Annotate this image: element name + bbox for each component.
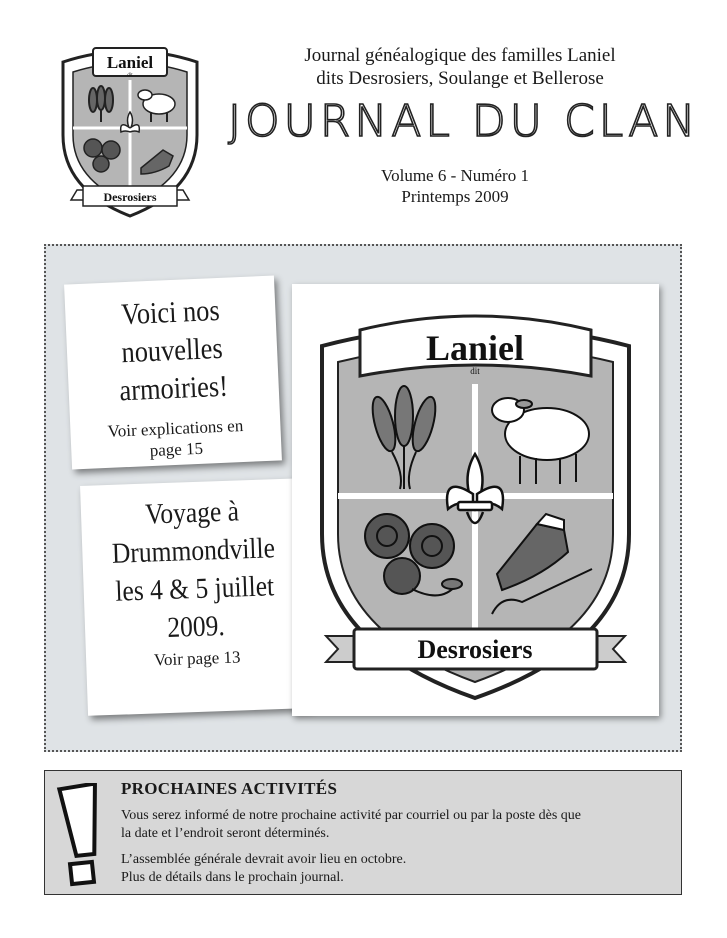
voyage-card [80, 478, 310, 716]
journal-title: JOURNAL DU CLAN [228, 96, 700, 147]
armoiries-card [64, 276, 282, 470]
subtitle-line-2: dits Desrosiers, Soulange et Bellerose [316, 68, 604, 89]
journal-subtitle [250, 44, 670, 90]
coat-of-arms [292, 284, 659, 716]
activities-title: PROCHAINES ACTIVITÉS [121, 779, 338, 798]
activities-box [44, 770, 682, 895]
exclamation-icon [55, 783, 111, 888]
small-crest-top-name: Laniel [106, 53, 154, 72]
small-crest-logo [55, 40, 205, 220]
armoiries-reference: Voir explications en page 15 [107, 415, 244, 461]
small-crest-bottom-name: Desrosiers [103, 190, 157, 204]
coat-of-arms-card [292, 284, 659, 716]
activities-paragraph-2: L’assemblée générale devrait avoir lieu en octobre. Plus de détails dans le prochain journal. [121, 852, 407, 885]
crest-dit: dit [470, 366, 480, 376]
activities-paragraph-1: Vous serez informé de notre prochaine activité par courriel ou par la poste dès que la date et l’endroit seront déterminés. [121, 808, 582, 841]
voyage-reference: Voir page 13 [153, 647, 241, 670]
armoiries-heading: Voici nos nouvelles armoiries! [118, 293, 229, 408]
issue-info [330, 165, 580, 207]
crest-top-name: Laniel [425, 328, 525, 368]
small-crest-dit: dit [127, 73, 133, 78]
voyage-heading: Voyage à Drummondville les 4 & 5 juillet 2009. [111, 495, 276, 644]
crest-bottom-name: Desrosiers [417, 635, 533, 664]
feature-box [44, 244, 682, 752]
subtitle-line-1: Journal généalogique des familles Laniel [304, 45, 616, 66]
volume-number: Volume 6 - Numéro 1 [381, 166, 529, 185]
season-year: Printemps 2009 [401, 187, 509, 206]
